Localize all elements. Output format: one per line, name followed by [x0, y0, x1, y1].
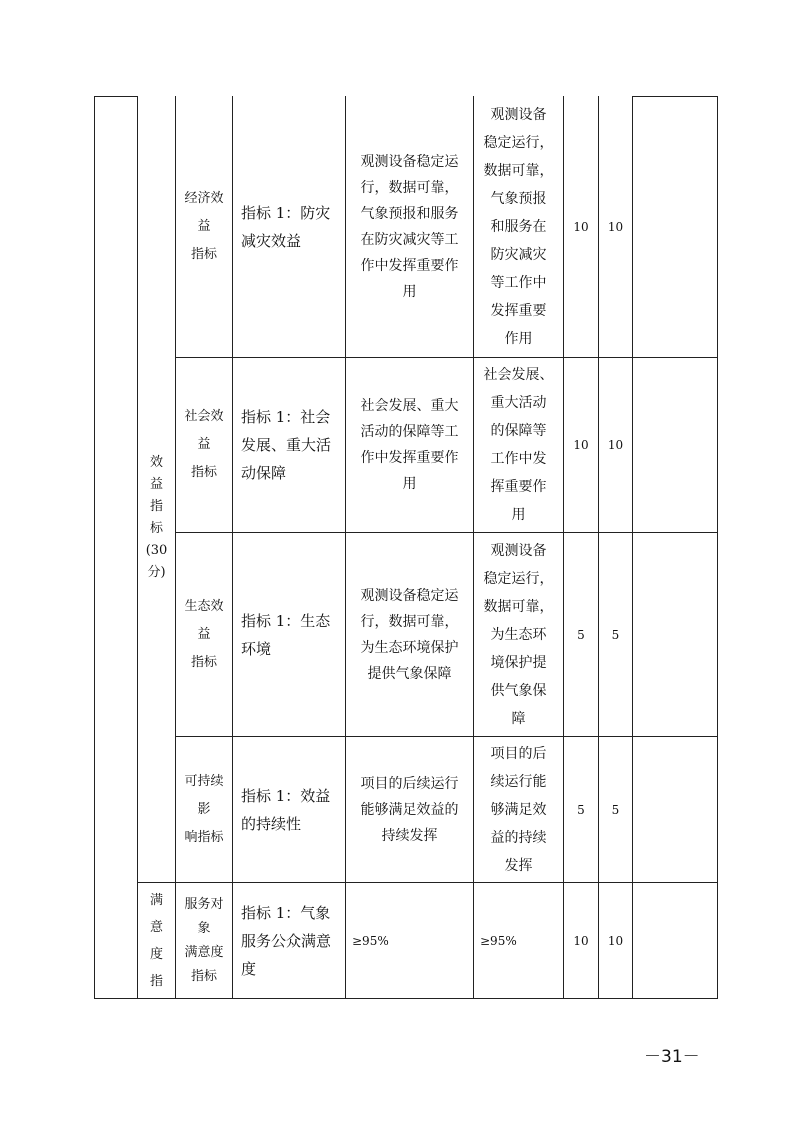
- table-row-2-subcategory: [176, 358, 232, 532]
- actual-value: 社会发展、 重大活动 的保障等 工作中发 挥重要作 用: [483, 367, 554, 523]
- table-row-2-remark: [633, 358, 717, 532]
- page-number: －31－: [644, 1047, 700, 1067]
- category-cell: [138, 96, 175, 882]
- table-row-5-indicator: [241, 883, 345, 998]
- subcategory-label: 可持续 影 响指标: [184, 773, 224, 845]
- subcategory-label: 社会效 益 指标: [184, 409, 224, 480]
- target-value: 项目的后续运行 能够满足效益的 持续发挥: [360, 775, 459, 844]
- table-row-3-remark: [633, 533, 717, 736]
- weight-value: 5: [577, 802, 585, 817]
- table-row-5-subcategory: [176, 883, 232, 998]
- indicator-label: 指标 1：气象 服务公众满意 度: [241, 903, 332, 978]
- table-row-2-indicator: [241, 358, 345, 532]
- score-value: 10: [607, 438, 624, 452]
- table-row-2-score: [599, 358, 632, 532]
- weight-value: 10: [573, 219, 589, 234]
- subcategory-label: 经济效 益 指标: [184, 190, 224, 262]
- score-value: 5: [611, 802, 620, 817]
- table-row-4-score: [599, 737, 632, 882]
- table-row-1-actual: [474, 96, 563, 357]
- table-row-3-score: [599, 533, 632, 736]
- table-border-right: [717, 96, 718, 999]
- subcategory-label: 服务对 象 满意度 指标: [184, 896, 224, 984]
- table-row-1-remark: [633, 96, 717, 357]
- table-row-5-actual: [480, 883, 563, 998]
- table-row-5-remark: [633, 883, 717, 998]
- table-row-1-indicator: [241, 96, 345, 357]
- actual-value: 观测设备 稳定运行， 数据可靠， 为生态环 境保护提 供气象保 障: [483, 542, 554, 727]
- table-border-top-left: [94, 96, 138, 97]
- category-cell-2: [138, 883, 175, 998]
- table-row-4-remark: [633, 737, 717, 882]
- table-row-4-target: [346, 737, 473, 882]
- actual-value: 项目的后 续运行能 够满足效 益的持续 发挥: [490, 745, 547, 874]
- indicator-label: 指标 1：社会 发展、重大活 动保障: [241, 408, 332, 482]
- score-value: 10: [607, 219, 624, 234]
- table-row-4-subcategory: [176, 737, 232, 882]
- table-row-3-actual: [474, 533, 563, 736]
- table-row-1-target: [346, 96, 473, 357]
- actual-value: ≥95%: [480, 933, 517, 948]
- table-row-2-target: [346, 358, 473, 532]
- table-row-3-subcategory: [176, 533, 232, 736]
- weight-value: 10: [573, 438, 589, 452]
- table-row-1-score: [599, 96, 632, 357]
- target-value: 观测设备稳定运 行，数据可靠， 气象预报和服务 在防灾减灾等工 作中发挥重要作 用: [360, 153, 459, 300]
- table-row-2-actual: [474, 358, 563, 532]
- indicator-label: 指标 1：效益 的持续性: [241, 786, 331, 833]
- table-row-1-subcategory: [176, 96, 232, 357]
- target-value: ≥95%: [352, 933, 389, 948]
- weight-value: 5: [577, 627, 585, 642]
- actual-value: 观测设备 稳定运行， 数据可靠， 气象预报 和服务在 防灾减灾 等工作中 发挥重要 作用: [483, 106, 554, 347]
- table-row-4-indicator: [241, 737, 345, 882]
- subcategory-label: 生态效 益 指标: [184, 598, 224, 670]
- target-value: 社会发展、重大 活动的保障等工 作中发挥重要作 用: [360, 398, 459, 492]
- table-row-2-weight: [564, 358, 598, 532]
- table-col-divider-3: [232, 96, 233, 999]
- score-value: 10: [607, 933, 624, 948]
- target-value: 观测设备稳定运 行，数据可靠， 为生态环境保护 提供气象保障: [360, 587, 459, 682]
- table-row-5-target: [352, 883, 473, 998]
- table-row-1-weight: [564, 96, 598, 357]
- category-label-2: 满 意 度 指: [149, 892, 163, 989]
- table-row-4-weight: [564, 737, 598, 882]
- table-row-3-indicator: [241, 533, 345, 736]
- weight-value: 10: [573, 933, 589, 948]
- table-border-bottom: [94, 998, 718, 999]
- score-value: 5: [611, 627, 620, 642]
- table-row-5-score: [599, 883, 632, 998]
- table-row-5-weight: [564, 883, 598, 998]
- table-row-3-weight: [564, 533, 598, 736]
- indicator-label: 指标 1：防灾 减灾效益: [241, 203, 331, 250]
- category-label: 效 益 指 标 (30 分): [145, 455, 168, 580]
- table-row-4-actual: [474, 737, 563, 882]
- indicator-label: 指标 1：生态 环境: [241, 611, 331, 658]
- table-border-left: [94, 96, 95, 999]
- table-row-3-target: [346, 533, 473, 736]
